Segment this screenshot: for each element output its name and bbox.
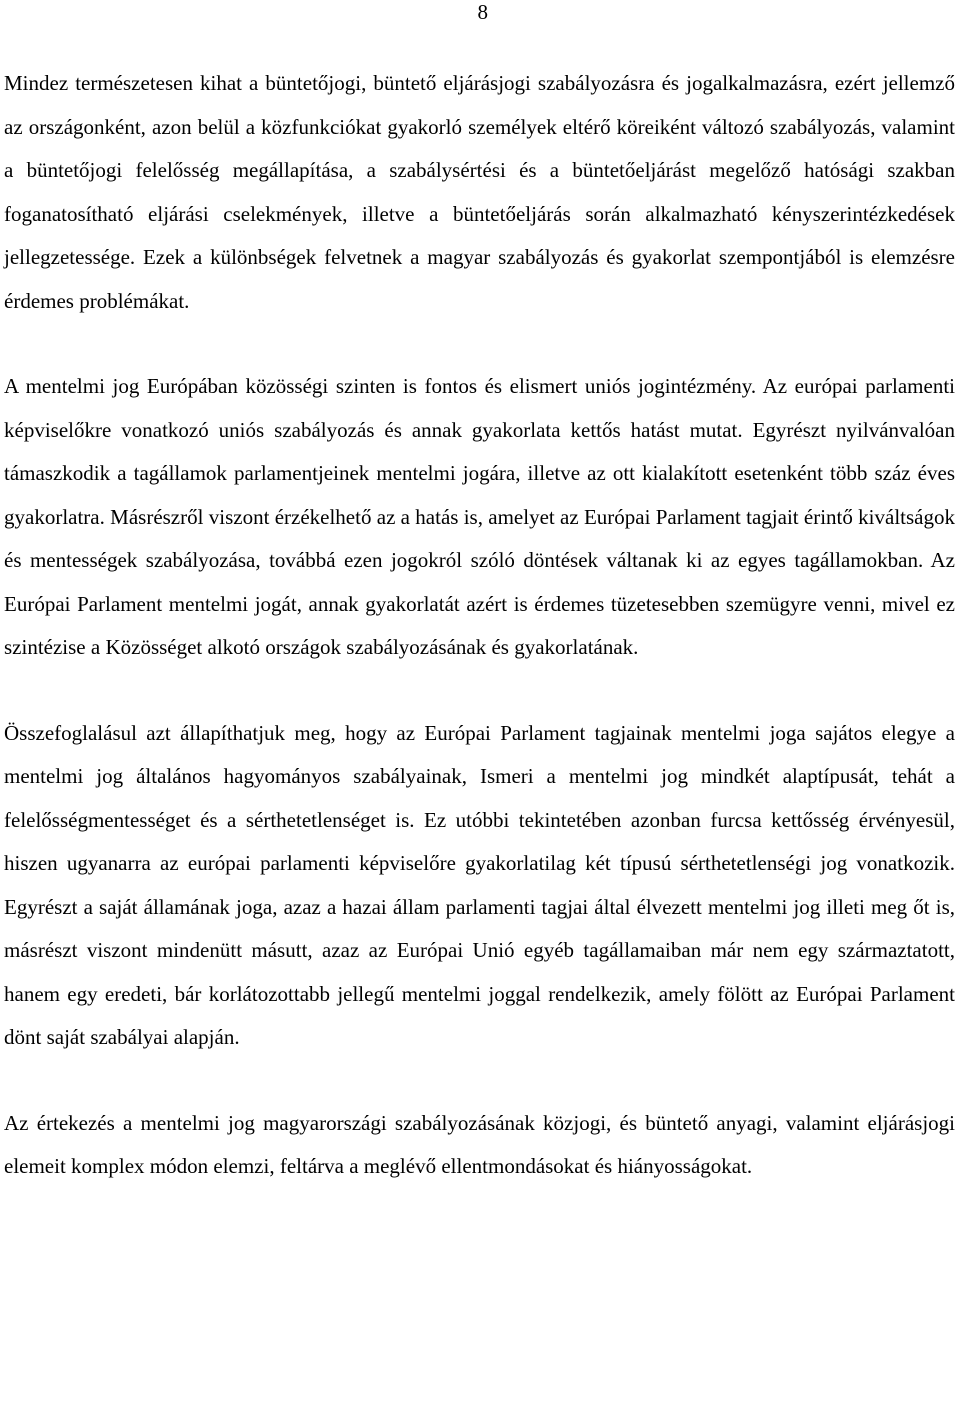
paragraph-4: Az értekezés a mentelmi jog magyarországi szabályozásának közjogi, és büntető anyagi, valamint eljárásjogi elemeit komplex módon elemzi, feltárva a meglévő ellentmondásokat és hiányosságokat.	[4, 1110, 955, 1178]
paragraph-1: Mindez természetesen kihat a büntetőjogi, büntető eljárásjogi szabályozásra és jogalkalmazásra, ezért jellemző az országonként, azon belül a közfunkciókat gyakorló személyek eltérő köreiként változó szabályozás, valamint a büntetőjogi felelősség megállapítása, a szabálysértési és a büntetőeljárást megelőző hatósági szakban foganatosítható eljárási cselekmények, illetve a büntetőeljárás során alkalmazható kényszerintézkedések jellegzetessége. Ezek a különbségek felvetnek a magyar szabályozás és gyakorlat szempontjából is elemzésre érdemes problémákat.	[4, 71, 955, 313]
body-text	[4, 62, 955, 1231]
page-number: 8	[477, 0, 488, 24]
paragraph-2: A mentelmi jog Európában közösségi szinten is fontos és elismert uniós jogintézmény. Az európai parlamenti képviselőkre vonatkozó uniós szabályozás és annak gyakorlata kettős hatást mutat. Egyrészt nyilvánvalóan támaszkodik a tagállamok parlamentjeinek mentelmi jogára, illetve az ott kialakított esetenként több száz éves gyakorlatra. Másrészről viszont érzékelhető az a hatás is, amelyet az Európai Parlament tagjait érintő kiváltságok és mentességek szabályozása, továbbá ezen jogokról szóló döntések váltanak ki az egyes tagállamokban. Az Európai Parlament mentelmi jogát, annak gyakorlatát azért is érdemes tüzetesebben szemügyre venni, mivel ez szintézise a Közösséget alkotó országok szabályozásának és gyakorlatának.	[4, 374, 955, 659]
paragraph-3: Összefoglalásul azt állapíthatjuk meg, hogy az Európai Parlament tagjainak mentelmi joga sajátos elegye a mentelmi jog általános hagyományos szabályainak, Ismeri a mentelmi jog mindkét alaptípusát, tehát a felelősségmentességet és a sérthetetlenséget is. Ez utóbbi tekintetében azonban furcsa kettősség érvényesül, hiszen ugyanarra az európai parlamenti képviselőre gyakorlatilag két típusú sérthetetlenségi jog vonatkozik. Egyrészt a saját államának joga, azaz a hazai állam parlamenti tagjai által élvezett mentelmi jog illeti meg őt is, másrészt viszont mindenütt másutt, azaz az Európai Unió egyéb tagállamaiban már nem egy származtatott, hanem egy eredeti, bár korlátozottabb jellegű mentelmi joggal rendelkezik, amely fölött az Európai Parlament dönt saját szabályai alapján.	[4, 720, 955, 1049]
